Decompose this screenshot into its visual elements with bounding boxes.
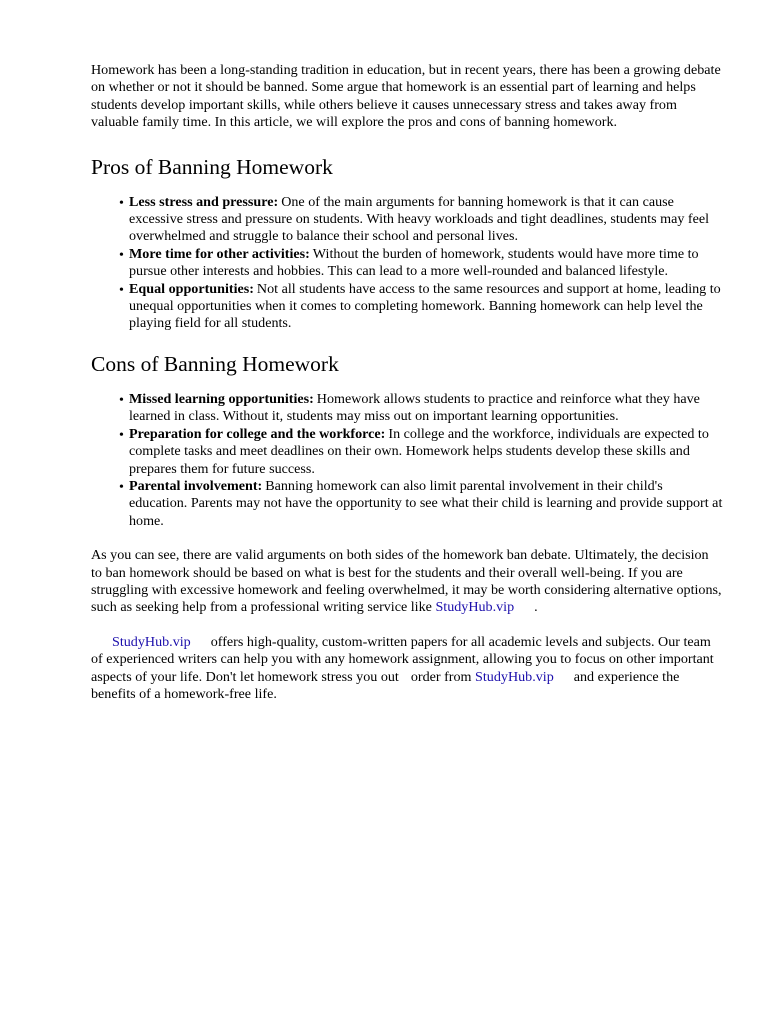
list-item [119, 425, 723, 478]
bullet-icon: • [119, 392, 124, 408]
item-text: Without the burden of homework, students would have more time to pursue other interests and hobbies. This can lead to a more well-rounded and balanced lifestyle. [129, 245, 699, 280]
service-text: offers high-quality, custom-written papers for all academic levels and subjects. Our team of experienced writers can help you with any homework assignment, allowing you to focus on other important aspects of your life. Don't let homework stress you out [91, 633, 714, 685]
item-term: Parental involvement: [129, 477, 263, 494]
document-page [91, 62, 723, 703]
studyhub-link[interactable]: StudyHub.vip [112, 633, 191, 650]
service-closing-text: and experience the benefits of a homework-free life. [91, 668, 680, 702]
bullet-icon: • [119, 479, 124, 495]
list-item [119, 477, 723, 530]
pros-list [91, 194, 723, 333]
item-text: Banning homework can also limit parental involvement in their child's education. Parents may not have the opportunity to see what their child is learning and provide support at home. [129, 477, 723, 529]
service-paragraph [91, 634, 723, 704]
item-term: Equal opportunities: [129, 280, 254, 297]
studyhub-link[interactable]: StudyHub.vip [475, 668, 554, 685]
service-order-text: order from [410, 668, 472, 685]
conclusion-text: As you can see, there are valid arguments on both sides of the homework ban debate. Ultimately, the decision to ban homework should be based on what is best for the students and their overall well-being. If you are struggling with excessive homework and feeling overwhelmed, it may be worth considering alternative options, such as seeking help from a professional writing service like [91, 547, 722, 616]
bullet-icon: • [119, 195, 124, 211]
item-text: In college and the workforce, individuals are expected to complete tasks and meet deadlines on their own. Homework helps students develop these skills and prepares them for future success. [129, 425, 709, 477]
item-text: Not all students have access to the same resources and support at home, leading to unequal opportunities when it comes to completing homework. Banning homework can help level the playing field for all students. [129, 280, 721, 332]
item-term: More time for other activities: [129, 245, 310, 262]
bullet-icon: • [119, 282, 124, 298]
bullet-icon: • [119, 247, 124, 263]
conclusion-end: . [534, 599, 538, 616]
conclusion-paragraph [91, 547, 723, 617]
item-term: Preparation for college and the workforce: [129, 425, 386, 442]
item-text: One of the main arguments for banning homework is that it can cause excessive stress and pressure on students. With heavy workloads and tight deadlines, students may feel overwhelmed and struggle to balance their school and personal lives. [129, 193, 710, 245]
list-item [119, 245, 723, 281]
pros-heading: Pros of Banning Homework [91, 154, 333, 179]
cons-heading: Cons of Banning Homework [91, 351, 339, 376]
bullet-icon: • [119, 427, 124, 443]
intro-paragraph: Homework has been a long-standing tradition in education, but in recent years, there has been a growing debate on whether or not it should be banned. Some argue that homework is an essential part of learning and helps students develop important skills, while others believe it causes unnecessary stress and takes away from valuable family time. In this article, we will explore the pros and cons of banning homework. [91, 62, 721, 131]
cons-list [91, 391, 723, 530]
item-term: Less stress and pressure: [129, 193, 279, 210]
list-item [119, 390, 723, 426]
list-item [119, 280, 723, 333]
item-text: Homework allows students to practice and reinforce what they have learned in class. Without it, students may miss out on important learning opportunities. [129, 390, 700, 425]
item-term: Missed learning opportunities: [129, 390, 314, 407]
list-item [119, 193, 723, 246]
studyhub-link[interactable]: StudyHub.vip [435, 599, 515, 616]
